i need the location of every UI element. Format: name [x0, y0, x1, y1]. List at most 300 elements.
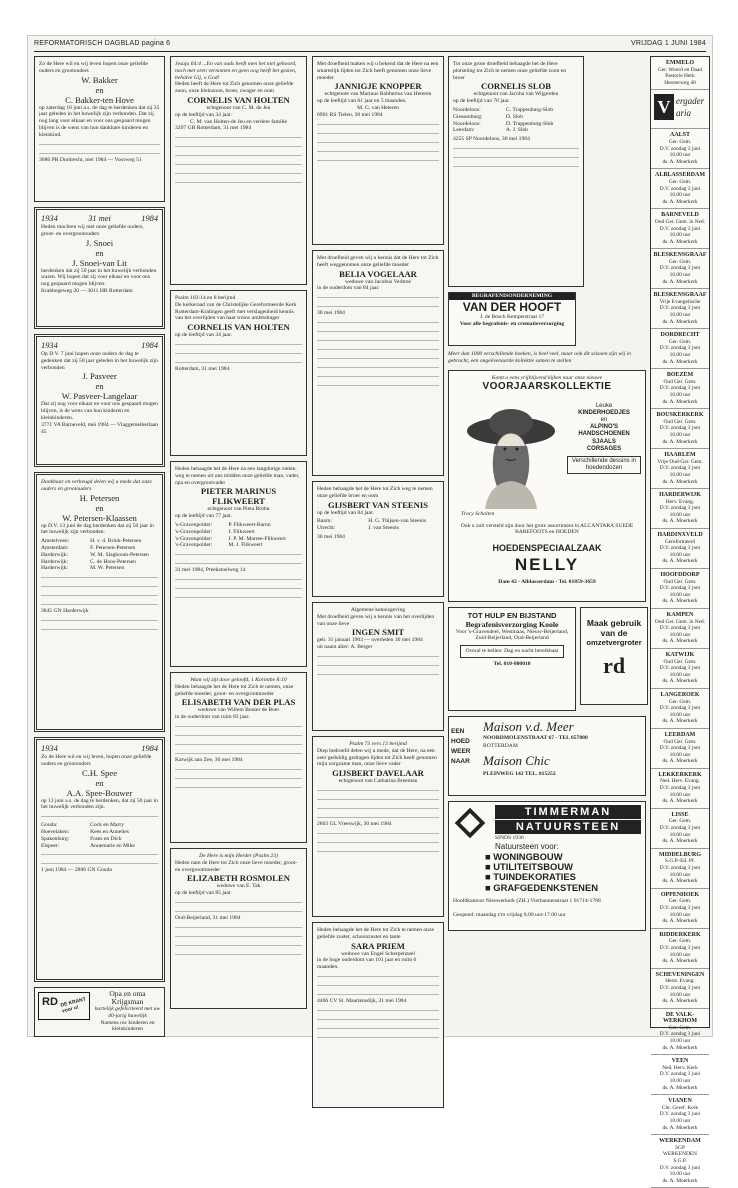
obituary-vogelaar — [312, 250, 444, 476]
deceased-name: CORNELIS VAN HOLTEN — [187, 94, 290, 105]
place: 's-Gravenpolder: — [175, 528, 213, 535]
church-service-item — [651, 529, 709, 569]
service-time: 10.00 uur — [669, 831, 691, 838]
announcement-intro: Op D.V. 7 juni hopen onze ouders de dag te gedenken dat zij 50 jaar geleden in het huwelijk zijn verbonden — [41, 351, 158, 371]
church-denomination: SGP — [675, 1144, 685, 1151]
service-time: D.V. zondag 3 juni — [659, 1164, 701, 1171]
name-and: en — [95, 502, 104, 513]
ad-van-der-hooft — [448, 292, 576, 346]
deceased-age: in de ouderdom van 84 jaar. — [317, 285, 380, 292]
place: 's-Gravenpolder: — [175, 542, 213, 549]
koole-title: TOT HULP EN BIJSTAND — [467, 610, 557, 620]
church-denomination: Ger. Woord en Daad — [657, 66, 703, 73]
family: C. M. van Holten-de Jeu en verdere familie — [189, 118, 288, 125]
service-time: ds. A. Moerkerk — [662, 1044, 698, 1051]
deceased-spouse: echtgenoot van C. M. de Jeu — [206, 104, 271, 111]
vdh-intro: BEGRAFENISONDERNEMING — [449, 293, 575, 300]
family-name: Cock en Marry — [90, 822, 124, 829]
deceased-spouse: weduwe van Willem Bouter de Boer — [197, 707, 280, 714]
tag-word: NAAR — [451, 757, 470, 765]
church-place: HAARLEM — [664, 452, 696, 459]
place: Spakenburg: — [41, 835, 70, 842]
service-time: D.V. zondag 3 juni — [659, 385, 701, 392]
photo-caption: Tracy Scholten — [461, 510, 495, 517]
service-time: D.V. zondag 3 juni — [659, 625, 701, 632]
church-place: LANGEROEK — [660, 691, 700, 698]
service-time: 10.00 uur — [669, 152, 691, 159]
church-service-item — [651, 1095, 709, 1135]
deceased-name: SARA PRIEM — [351, 940, 405, 951]
service-item: TUINDEKORATIES — [493, 871, 576, 883]
woman-in-hat-illustration — [459, 401, 559, 509]
church-service-item — [651, 289, 709, 329]
name-and: en — [95, 84, 104, 95]
family-name: H. v. d. Brink-Petersen — [90, 538, 142, 545]
product: ALPINO'S — [589, 424, 619, 431]
service-time: 10.00 uur — [669, 192, 691, 199]
nelly-title: VOORJAARSKOLLEKTIE — [482, 381, 612, 393]
promo-krijgsman — [34, 987, 165, 1037]
service-time: ds. A. Moerkerk — [662, 1124, 698, 1131]
deceased-age: op de leeftijd van 84 jaar. — [317, 509, 374, 516]
maison-meer-name: Maison v.d. Meer — [483, 718, 574, 734]
service-time: ds. A. Moerkerk — [662, 838, 698, 845]
family-name: C. de Hoos-Petersen — [90, 558, 136, 565]
service-time: ds. A. Moerkerk — [662, 358, 698, 365]
church-service-item — [651, 129, 709, 169]
scripture-text: Psalm 73 vers 13 berijmd — [349, 741, 407, 747]
date: 31 mei — [88, 214, 111, 223]
obituary-body: Heden behaagde het de Here na een langdurige ziekte, weg te nemen uit ons midden onze geliefde man, vader, opa en overgrootvader — [175, 466, 300, 486]
service-item: GRAFGEDENKSTENEN — [493, 881, 598, 893]
church-place: SCHEVENINGEN — [655, 971, 705, 978]
place: Harderwijk: — [41, 551, 69, 558]
deceased-name: BELIA VOGELAAR — [339, 268, 417, 279]
service-time: ds. A. Moerkerk — [662, 598, 698, 605]
koole-body: Voor 's-Gravendeel, Westmaas, Nieuw-Beijerland, Zuid-Beijerland, Oud-Beijerland — [455, 628, 569, 642]
church-service-item — [651, 329, 709, 369]
family-name: P. Flikweert-Barno — [228, 521, 271, 528]
church-denomination: S.G.P.-Ed. Pf. — [665, 858, 695, 865]
deceased-age: op de leeftijd van 61 jaar en 5 maanden. — [317, 98, 407, 105]
service-time: ds. A. Moerkerk — [662, 758, 698, 765]
announcement-intro: Zo de Here wil en wij leven, hopen onze geliefde ouders en grootouders — [41, 754, 152, 767]
service-time: 10.00 uur — [669, 431, 691, 438]
maison-chic-name: Maison Chic — [483, 752, 550, 768]
service-time: ds. A. Moerkerk — [662, 278, 698, 285]
church-service-item — [651, 409, 709, 449]
church-denomination: Oud Ger. Gem. — [663, 418, 697, 425]
service-time: 10.00 uur — [669, 591, 691, 598]
name-2: J. Snoei-van Lit — [72, 257, 127, 268]
koole-note: Overal te bellen: Dag en nacht bereikbaar — [460, 645, 564, 658]
church-service-top — [651, 57, 709, 90]
service-time: D.V. zondag 3 juni — [659, 345, 701, 352]
service-time: 10.00 uur — [669, 991, 691, 998]
family-name: W. M. Slagboom-Petersen — [90, 551, 149, 558]
hoed-tagline — [451, 727, 475, 767]
service-time: ds. A. Moerkerk — [662, 438, 698, 445]
deceased-name: ELISABETH VAN DER PLAS — [181, 697, 296, 708]
family-list — [41, 538, 158, 572]
service-time: D.V. zondag 3 juni — [659, 265, 701, 272]
rd-line-2: van de — [600, 627, 628, 638]
church-line: Pastorie Herk — [665, 73, 695, 80]
church-place: VIANEN — [668, 1098, 692, 1105]
deceased-age: op de leeftijd van 34 jaar. — [175, 332, 232, 339]
deceased-spouse: echtgenote van Marinus Robbertus van Heteren — [324, 91, 432, 98]
church-denomination: Herst. Evang. — [665, 978, 695, 985]
church-place: WERKENDAM — [659, 1138, 701, 1145]
header-left: REFORMATORISCH DAGBLAD pagina 6 — [34, 40, 171, 47]
church-place: HARDINXVELD — [657, 532, 703, 539]
obituary-davelaar — [312, 736, 444, 917]
service-time: 10.00 uur — [669, 391, 691, 398]
name-1: J. Snoei — [85, 237, 114, 248]
obituary-body: De kerkeraad van de Christelijke Gereformeerde Kerk Rotterdam-Kralingen geeft met verslagenheid kennis van het overlijden van haar trouw ambtsdrager — [175, 301, 297, 322]
church-place: KAMPEN — [666, 612, 694, 618]
service-time: ds. A. Moerkerk — [662, 918, 698, 925]
year-end: 1984 — [141, 744, 158, 753]
announcement-snoei — [34, 207, 165, 329]
rd-krant-logo — [38, 992, 90, 1020]
deceased-spouse: weduwe van Jacobus Verbree — [345, 278, 411, 285]
family: M. G. van Heteren — [357, 104, 399, 111]
varia-logo-line-1: ergader — [676, 96, 705, 107]
deceased-spouse: weduwe van Engel Scherpenzeel — [341, 950, 415, 957]
vdh-note: Voor alle begrafenis- en crematieverzorging — [459, 320, 565, 327]
service-time: D.V. zondag 3 juni — [659, 785, 701, 792]
family-name: A. J. Slob — [505, 127, 528, 134]
service-time: D.V. zondag 3 juni — [659, 465, 701, 472]
family-list — [317, 518, 439, 532]
obituary-knopper — [312, 56, 444, 245]
church-denomination: Oud Ger. Gem. in Ned. — [654, 618, 706, 625]
church-service-item — [651, 889, 709, 929]
tag-word: WEER — [451, 747, 471, 755]
service-time: 10.00 uur — [669, 751, 691, 758]
church-service-item — [651, 1009, 709, 1056]
church-service-item — [651, 1055, 709, 1095]
scripture-text: De Here is mijn Herder (Psalm 23) — [199, 853, 278, 859]
name-2: A.A. Spee-Bouwer — [66, 787, 133, 798]
timmerman-address: Hoofdkantoor Nieuwerkerk (ZH.) Vierbannenstraat 1 01714-1788 — [453, 897, 601, 904]
obituary-date: 2803 GL Vreeswijk, 30 mei 1984 — [317, 820, 392, 827]
announcement-address: 3845 GN Harderwijk — [41, 608, 89, 615]
ad-nelly — [448, 370, 646, 602]
nelly-product-list — [567, 403, 641, 475]
rd-line-3: omzetvergroter — [586, 637, 642, 647]
church-denomination: Ger. Gem. — [668, 898, 692, 905]
obituary-body: Met droefheid geven wij u kennis van het overlijden van onze lieve — [317, 613, 435, 627]
announcement-intro: Heden mochten wij met onze geliefde ouders, groot- en overgrootouders — [41, 224, 144, 237]
newspaper-page — [28, 36, 712, 1184]
place: Harderwijk: — [41, 558, 69, 565]
family-name: D. Slob — [505, 113, 524, 120]
service-time: 10.00 uur — [669, 631, 691, 638]
obituary-address: 3297 GB Rotterdam, 31 mei 1984 — [175, 125, 252, 132]
church-denomination: Ger. Gem. — [668, 818, 692, 825]
ad-row — [448, 607, 648, 711]
service-item: WONINGBOUW — [493, 850, 563, 862]
place: Amstelveen: — [41, 538, 70, 545]
church-place: BLESKENSGRAAF — [653, 292, 707, 299]
name-2: W. Petersen-Klaassen — [62, 512, 137, 523]
obituary-rosmolen — [170, 848, 307, 1009]
varia-logo-mark: V — [654, 94, 674, 120]
service-time: D.V. zondag 3 juni — [659, 904, 701, 911]
nelly-kicker: Komt u eens vrijblijvend kijken naar onze nieuwe — [491, 374, 603, 381]
deceased-name: GIJSBERT DAVELAAR — [332, 768, 424, 779]
obituary-date: Oud-Beijerland, 31 mei 1984 — [175, 914, 241, 921]
church-place: BLESKENSGRAAF — [653, 252, 707, 259]
service-time: D.V. zondag 3 juni — [659, 665, 701, 672]
service-time: ds. A. Moerkerk — [662, 718, 698, 725]
name-1: W. Bakker — [81, 74, 118, 85]
service-time: D.V. zondag 3 juni — [659, 1111, 701, 1118]
deceased-spouse: weduwe van E. Tak — [216, 883, 261, 890]
church-denomination: Ger. Gem. — [668, 698, 692, 705]
service-time: D.V. zondag 3 juni — [659, 1071, 701, 1078]
service-time: 10.00 uur — [669, 1078, 691, 1085]
service-time: 10.00 uur — [669, 352, 691, 358]
year-end: 1984 — [141, 341, 158, 350]
family-name: Frans en Dick — [90, 835, 122, 842]
church-place: BARNEVELD — [661, 212, 699, 219]
koole-phone: Tel. 010-800010 — [493, 660, 531, 667]
church-place: LISSE — [671, 811, 689, 818]
place: Noordeloos: — [453, 106, 481, 113]
service-time: 10.00 uur — [669, 471, 691, 478]
name-and: en — [95, 777, 104, 788]
service-time: ds. A. Moerkerk — [662, 398, 698, 405]
year-start: 1934 — [41, 341, 58, 350]
service-time: D.V. zondag 3 juni — [659, 545, 701, 552]
name-and: en — [95, 247, 104, 258]
column-5-church-services — [650, 56, 710, 1184]
nelly-invite: Ook u zult versteld zijn door het grote assortiment in ALCANTARA SUEDE BAREFOOTS en HOEDEN — [460, 522, 634, 536]
church-service-item — [651, 929, 709, 969]
church-service-item — [651, 489, 709, 529]
church-denomination: Ger. Gem. — [668, 1024, 692, 1031]
church-denomination: Ned. Herv. Kerk — [662, 1064, 698, 1071]
announcement-address: Krabbegeweg 20 — 3011 HB Rotterdam — [41, 287, 133, 294]
service-time: D.V. zondag 3 juni — [659, 585, 701, 592]
church-service-item — [651, 849, 709, 889]
place: Gouda: — [41, 822, 58, 829]
obituary-body: Tot onze grote droefheid behaagde het de Here plotseling tot Zich te nemen onze geliefde zoon en broer — [453, 61, 567, 81]
family-name: C. Trappenburg-Slob — [505, 106, 554, 113]
rd-logo-text: RD — [42, 996, 58, 1008]
column-4 — [448, 56, 648, 1028]
service-time: D.V. zondag 3 juni — [659, 825, 701, 832]
church-line: WERKENDEN — [662, 1151, 698, 1158]
deceased-name: JANNIGJE KNOPPER — [334, 81, 422, 92]
obituary-body: Heden nam de Here tot Zich onze lieve moeder, groot- en overgrootmoeder — [175, 859, 298, 873]
obituary-address: Rotterdam, 31 mei 1984 — [175, 365, 230, 372]
church-denomination: Oud Ger. Gem. — [663, 658, 697, 665]
deceased-name: PIETER MARINUS FLIKWEERT — [200, 486, 277, 507]
church-denomination: Ned. Herv. Evang. — [660, 778, 700, 785]
service-time: D.V. zondag 3 juni — [659, 305, 701, 312]
rd-logo: rd — [603, 652, 626, 678]
obituary-address: 4406 CV St. Maartensdijk, 31 mei 1984 — [317, 997, 407, 1004]
church-service-item — [651, 769, 709, 809]
announcement-body: herdenken dat zij 50 jaar in het huwelijk verbonden waren. Wij hopen dat zij voor elkaar en voor ons nog gespaard mogen blijven. — [41, 267, 157, 288]
service-time: ds. A. Moerkerk — [662, 1177, 698, 1184]
service-time: 10.00 uur — [669, 1171, 691, 1178]
name-1: J. Pasveer — [82, 371, 117, 382]
service-time: D.V. zondag 3 juni — [659, 944, 701, 951]
obituary-date: Katwijk aan Zee, 30 mei 1984 — [175, 756, 243, 763]
announcement-address: 1 juni 1984 — 2806 GN Gouda — [41, 867, 112, 874]
promo-sub: hartelijk gefeliciteerd met uw 40-jarig huwelijk — [94, 1006, 161, 1019]
service-item: UTILITEITSBOUW — [493, 861, 573, 872]
product: Leuke — [595, 402, 613, 409]
obituary-body: Heden behaagde het de Here tot Zich weg te nemen onze geliefde broer en oom — [317, 486, 433, 499]
announcement-body: op 13 juni a.s. de dag te herdenken, dat zij 50 jaar in het huwelijk verbonden zijn. — [41, 797, 158, 811]
family-name: J. P. M. Marree-Flikweert — [228, 535, 286, 542]
timmerman-title: TIMMERMAN — [495, 805, 641, 819]
church-service-list — [651, 129, 709, 1188]
church-service-item — [651, 449, 709, 489]
service-time: D.V. zondag 3 juni — [659, 225, 701, 232]
church-line: S.G.P. — [673, 1157, 687, 1164]
vdh-name: VAN DER HOOFT — [462, 299, 562, 314]
service-time: D.V. zondag 3 juni — [659, 505, 701, 512]
church-place: LEERDAM — [664, 731, 696, 738]
deceased-age: op de leeftijd van 77 jaar. — [175, 513, 232, 520]
obituary-body: Heden heeft de Here tot Zich genomen onze geliefde zoon, onze kleinzoon, broer, zwager en oom — [175, 81, 294, 95]
service-time: ds. A. Moerkerk — [662, 958, 698, 965]
obituary-van-der-plas — [170, 672, 307, 843]
church-service-item — [651, 729, 709, 769]
church-place: DORDRECHT — [660, 332, 700, 339]
place: 's-Gravenpolder: — [175, 535, 213, 542]
rd-line-1: Maak gebruik — [586, 617, 642, 628]
family: uit naam aller: A. Berger — [317, 644, 373, 651]
announcement-petersen — [34, 472, 165, 732]
deceased-age: op de leeftijd van 85 jaar — [175, 890, 231, 897]
ad-maison-vd-meer — [448, 716, 646, 796]
deceased-age: in de hoge ouderdom van 101 jaar en ruim 6 maanden. — [317, 957, 417, 971]
service-time: 10.00 uur — [669, 1118, 691, 1124]
church-denomination: Ger. Gem. — [668, 178, 692, 185]
service-time: 10.00 uur — [669, 951, 691, 958]
announcement-spee — [34, 737, 165, 982]
tag-word: HOED — [451, 737, 470, 745]
announcement-intro: Zo de Here wil en wij leven hopen onze geliefde ouders en grootouders — [39, 61, 148, 74]
church-service-item — [651, 689, 709, 729]
service-time: 10.00 uur — [669, 232, 691, 239]
obituary-body: Heden behaagde het de Here tot Zich te nemen onze geliefde zuster, schoonzuster en tante — [317, 927, 434, 940]
nelly-boxes: Verschillende dessins in hoedendozen — [567, 456, 641, 474]
koole-name: Begrafenisverzorging Koole — [465, 619, 559, 629]
service-time: D.V. zondag 3 juni — [659, 984, 701, 991]
church-place: LEKKERKERK — [658, 771, 702, 778]
name-2: C. Bakker-ten Hove — [65, 94, 134, 105]
church-place: OPPENHOEK — [660, 891, 700, 898]
nelly-name: NELLY — [514, 554, 580, 574]
obituary-body: Met droefheid geven wij u kennis dat de Here tot Zich heeft weggenomen onze geliefde moeder — [317, 255, 439, 268]
notice-type: Algemene kennisgeving — [350, 607, 406, 613]
obituary-address: 6901 RS Tielen, 30 mei 1984 — [317, 111, 383, 118]
product: KINDERHOEDJES — [578, 409, 630, 416]
family-list — [175, 522, 302, 549]
service-time: ds. A. Moerkerk — [662, 1084, 698, 1091]
service-time: ds. A. Moerkerk — [662, 198, 698, 205]
place: Noordeloos: — [453, 120, 481, 127]
vdh-address: J. de Bosch Kemperstraat 17 — [479, 313, 545, 320]
announcement-address: 3771 VA Barneveld, mei 1984 — Vlaggemeikerlaan 45 — [41, 421, 158, 435]
church-service-item — [651, 209, 709, 249]
church-place: HARDERWIJK — [659, 492, 701, 499]
church-service-item — [651, 969, 709, 1009]
service-time: ds. A. Moerkerk — [662, 638, 698, 645]
place: Utrecht: — [317, 525, 336, 532]
timmerman-lead: Natuursteen voor: — [495, 841, 559, 851]
church-denomination: Oud Ger. Gem. — [663, 738, 697, 745]
church-service-item — [651, 809, 709, 849]
obituary-address: 4255 SP Noordeloos, 30 mei 1984 — [453, 136, 530, 143]
family-name: J. Flikweert — [228, 528, 255, 535]
announcement-body: op zaterdag 16 juni a.s. de dag te herdenken dat zij 35 jaar geleden in het huwelijk zijn verbonden. Dat zij nog lang voor elkaar en voor ons gespaard mogen blijven is de wens van hun dankbare kinderen en kleinkind. — [39, 104, 160, 138]
church-place: EMMELO — [666, 60, 694, 66]
place: Leerdam: — [453, 127, 475, 134]
column-2 — [170, 56, 307, 1028]
service-time: ds. A. Moerkerk — [662, 798, 698, 805]
family-list — [453, 107, 579, 134]
church-service-item — [651, 609, 709, 649]
church-denomination: Ger. Gem. — [668, 258, 692, 265]
timmerman-services: ■ WONINGBOUW ■ UTILITEITSBOUW ■ TUINDEKORATIES ■ GRAFGEDENKSTENEN — [485, 850, 598, 893]
obituary-date: 30 mei 1984 — [317, 310, 345, 317]
product: SJAALS — [592, 438, 616, 445]
obituary-body: Met droefheid maken wij u bekend dat de Here na een smartelijk lijden tot Zich heeft genomen onze lieve moeder — [317, 61, 439, 81]
family-name: D. Trappenburg-Slob — [505, 120, 554, 127]
church-denomination: Oud Ger. Gem. — [663, 578, 697, 585]
year-start: 1934 — [41, 214, 58, 223]
service-time: D.V. zondag 3 juni — [659, 705, 701, 712]
church-place: ALBLASSERDAM — [654, 172, 705, 179]
obituary-priem — [312, 922, 444, 1108]
vergader-varia-logo — [651, 90, 709, 129]
obituary-date: 30 mei 1984 — [317, 533, 345, 540]
church-service-item — [651, 649, 709, 689]
obituary-van-holten-1 — [170, 56, 307, 285]
church-service-item — [651, 569, 709, 609]
announcement-body: Dat zij nog voor elkaar en voor ons gespaard mogen blijven, is de wens van hun kinderen en kleinkinderen. — [41, 401, 158, 421]
name-1: H. Petersen — [79, 492, 120, 503]
timmerman-since: SINDS 1936 — [495, 834, 524, 841]
service-time: ds. A. Moerkerk — [662, 478, 698, 485]
service-time: 10.00 uur — [669, 671, 691, 678]
service-time: 10.00 uur — [669, 312, 691, 319]
family-name: H. G. Thijsen-van Steenis — [368, 518, 427, 525]
obituary-smit — [312, 602, 444, 731]
maison-meer-city: ROTTERDAM — [483, 742, 518, 749]
church-place: BOEZEM — [666, 372, 694, 379]
ad-rd-omzetvergroter — [580, 607, 648, 705]
deceased-spouse: echtgenoot van Catharina Breeman — [338, 778, 418, 785]
name-1: C.H. Spee — [81, 767, 118, 778]
church-denomination: Ger. Gem. — [668, 338, 692, 345]
place: Baarn: — [317, 518, 332, 525]
product: CORSAGES — [586, 445, 622, 452]
scripture-text: Jesaja 64:4 ...En van ouds heeft men het niet gehoord, noch met oren vernomen en geen oog heeft het gezien, behalve Gij, o God! — [175, 61, 297, 81]
obituary-van-holten-2 — [170, 290, 307, 456]
church-denomination: Herv. Evang. — [665, 498, 695, 505]
